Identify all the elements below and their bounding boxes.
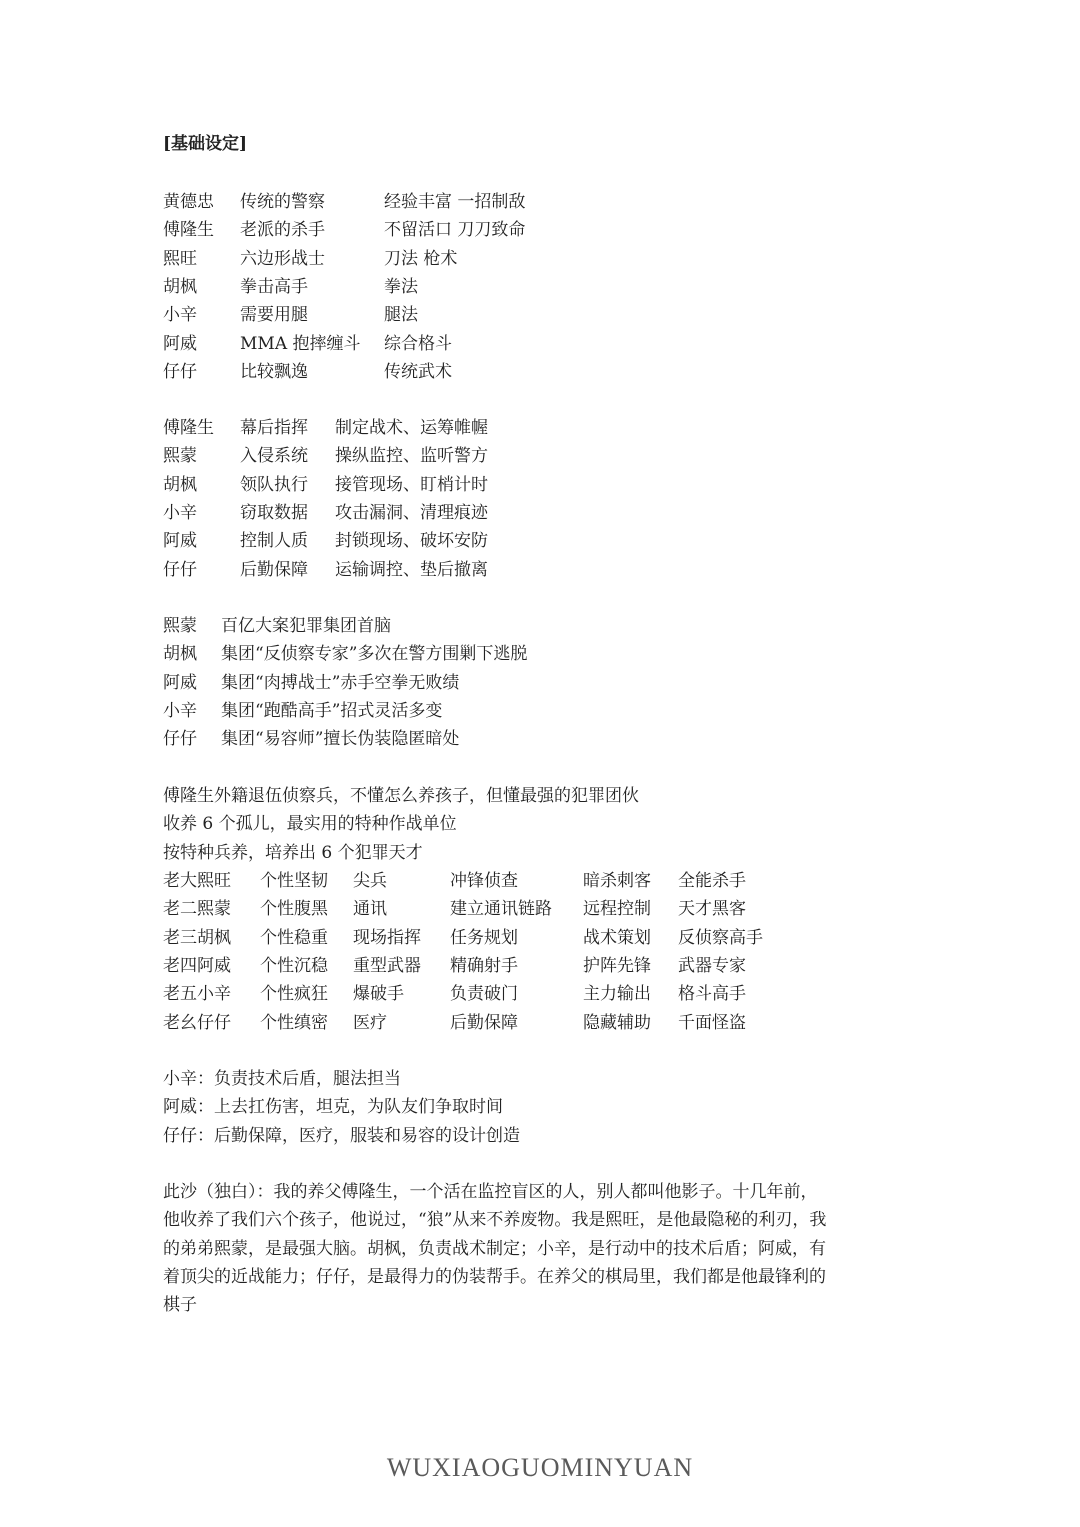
character-role: MMA 抱摔缠斗 [240, 333, 361, 354]
member-name: 老二熙蒙 [163, 899, 231, 920]
character-name: 仔仔 [163, 559, 197, 580]
member-position: 重型武器 [353, 955, 421, 976]
character-skill: 经验丰富 一招制敌 [384, 192, 526, 212]
character-skill: 腿法 [384, 305, 418, 326]
member-name: 老大熙旺 [163, 871, 231, 891]
character-skill: 刀法 枪术 [384, 248, 458, 269]
character-title: 集团“跑酷高手”招式灵活多变 [221, 700, 443, 721]
character-title: 集团“肉搏战士”赤手空拳无败绩 [221, 672, 460, 693]
character-name: 阿威 [163, 333, 197, 354]
monologue-line: 棋子 [163, 1295, 197, 1316]
task-detail: 制定战术、运筹帷幄 [335, 418, 488, 438]
member-specialty: 天才黑客 [678, 899, 746, 920]
intro-line: 收养 6 个孤儿，最实用的特种作战单位 [163, 814, 457, 835]
character-name: 胡枫 [163, 276, 197, 297]
character-title: 集团“易容师”擅长伪装隐匿暗处 [221, 729, 460, 750]
watermark-text: WUXIAOGUOMINYUAN [386, 1453, 694, 1482]
monologue-line: 着顶尖的近战能力；仔仔，是最得力的伪装帮手。在养父的棋局里，我们都是他最锋利的 [163, 1266, 826, 1287]
member-role: 护阵先锋 [583, 955, 651, 976]
character-name: 小辛 [163, 502, 197, 523]
character-name: 小辛 [163, 700, 197, 721]
member-role: 暗杀刺客 [583, 871, 651, 891]
character-task: 入侵系统 [240, 446, 308, 467]
character-name: 傅隆生 [163, 220, 214, 241]
character-skill: 不留活口 刀刀致命 [384, 220, 526, 241]
member-duty: 任务规划 [450, 927, 518, 948]
character-role: 比较飘逸 [240, 361, 308, 382]
member-position: 现场指挥 [353, 927, 421, 948]
member-specialty: 反侦察高手 [678, 927, 763, 948]
member-name: 老五小辛 [163, 984, 231, 1005]
character-role: 需要用腿 [240, 305, 308, 326]
member-role: 隐藏辅助 [583, 1012, 651, 1033]
character-task: 后勤保障 [240, 559, 308, 580]
character-name: 仔仔 [163, 729, 197, 750]
note-line: 小辛：负责技术后盾，腿法担当 [163, 1069, 401, 1089]
task-detail: 攻击漏洞、清理痕迹 [335, 502, 488, 523]
character-name: 仔仔 [163, 361, 197, 382]
character-role: 老派的杀手 [240, 220, 325, 241]
monologue-line: 此沙（独白）：我的养父傅隆生，一个活在监控盲区的人，别人都叫他影子。十几年前， [163, 1182, 818, 1202]
character-name: 熙旺 [163, 248, 197, 269]
character-role: 六边形战士 [240, 248, 325, 269]
member-name: 老三胡枫 [163, 927, 231, 948]
task-detail: 封锁现场、破坏安防 [335, 531, 488, 552]
character-title: 百亿大案犯罪集团首脑 [221, 616, 391, 636]
member-role: 战术策划 [583, 927, 651, 948]
member-trait: 个性坚韧 [260, 871, 328, 891]
member-specialty: 全能杀手 [678, 871, 746, 891]
character-name: 胡枫 [163, 644, 197, 665]
intro-line: 按特种兵养，培养出 6 个犯罪天才 [163, 842, 423, 863]
monologue-line: 他收养了我们六个孩子，他说过，“狼”从来不养废物。我是熙旺，是他最隐秘的利刃，我 [163, 1210, 827, 1231]
note-line: 仔仔：后勤保障，医疗，服装和易容的设计创造 [163, 1125, 520, 1146]
character-name: 黄德忠 [163, 192, 214, 212]
member-name: 老幺仔仔 [163, 1012, 231, 1033]
member-specialty: 武器专家 [678, 955, 746, 976]
member-position: 通讯 [353, 899, 387, 920]
character-skill: 传统武术 [384, 361, 452, 382]
character-name: 阿威 [163, 672, 197, 693]
member-duty: 后勤保障 [450, 1012, 518, 1033]
member-trait: 个性腹黑 [260, 899, 328, 920]
character-role: 拳击高手 [240, 276, 308, 297]
character-title: 集团“反侦察专家”多次在警方围剿下逃脱 [221, 644, 528, 665]
character-role: 传统的警察 [240, 192, 325, 212]
task-detail: 运输调控、垫后撤离 [335, 559, 488, 580]
member-duty: 负责破门 [450, 984, 518, 1005]
character-task: 领队执行 [240, 474, 308, 495]
member-name: 老四阿威 [163, 955, 231, 976]
character-name: 阿威 [163, 531, 197, 552]
member-duty: 冲锋侦查 [450, 871, 518, 891]
member-trait: 个性稳重 [260, 927, 328, 948]
character-skill: 综合格斗 [384, 333, 452, 354]
character-name: 傅隆生 [163, 418, 214, 438]
member-position: 医疗 [353, 1012, 387, 1033]
monologue-line: 的弟弟熙蒙，是最强大脑。胡枫，负责战术制定；小辛，是行动中的技术后盾；阿威，有 [163, 1238, 826, 1259]
character-name: 熙蒙 [163, 616, 197, 636]
character-name: 胡枫 [163, 474, 197, 495]
member-trait: 个性疯狂 [260, 984, 328, 1005]
character-task: 控制人质 [240, 531, 308, 552]
intro-line: 傅隆生外籍退伍侦察兵，不懂怎么养孩子，但懂最强的犯罪团伙 [163, 786, 639, 806]
member-duty: 精确射手 [450, 955, 518, 976]
member-trait: 个性缜密 [260, 1012, 328, 1033]
character-name: 熙蒙 [163, 446, 197, 467]
task-detail: 操纵监控、监听警方 [335, 446, 488, 467]
member-specialty: 千面怪盗 [678, 1012, 746, 1033]
task-detail: 接管现场、盯梢计时 [335, 474, 488, 495]
member-duty: 建立通讯链路 [450, 899, 552, 920]
character-name: 小辛 [163, 305, 197, 326]
section-heading: [基础设定] [163, 134, 248, 154]
member-role: 远程控制 [583, 899, 651, 920]
member-position: 爆破手 [353, 984, 404, 1005]
member-role: 主力输出 [583, 984, 651, 1005]
note-line: 阿威：上去扛伤害，坦克，为队友们争取时间 [163, 1097, 503, 1118]
character-skill: 拳法 [384, 276, 418, 297]
member-specialty: 格斗高手 [678, 984, 746, 1005]
character-task: 幕后指挥 [240, 418, 308, 438]
member-trait: 个性沉稳 [260, 955, 328, 976]
member-position: 尖兵 [353, 871, 387, 891]
character-task: 窃取数据 [240, 502, 308, 523]
